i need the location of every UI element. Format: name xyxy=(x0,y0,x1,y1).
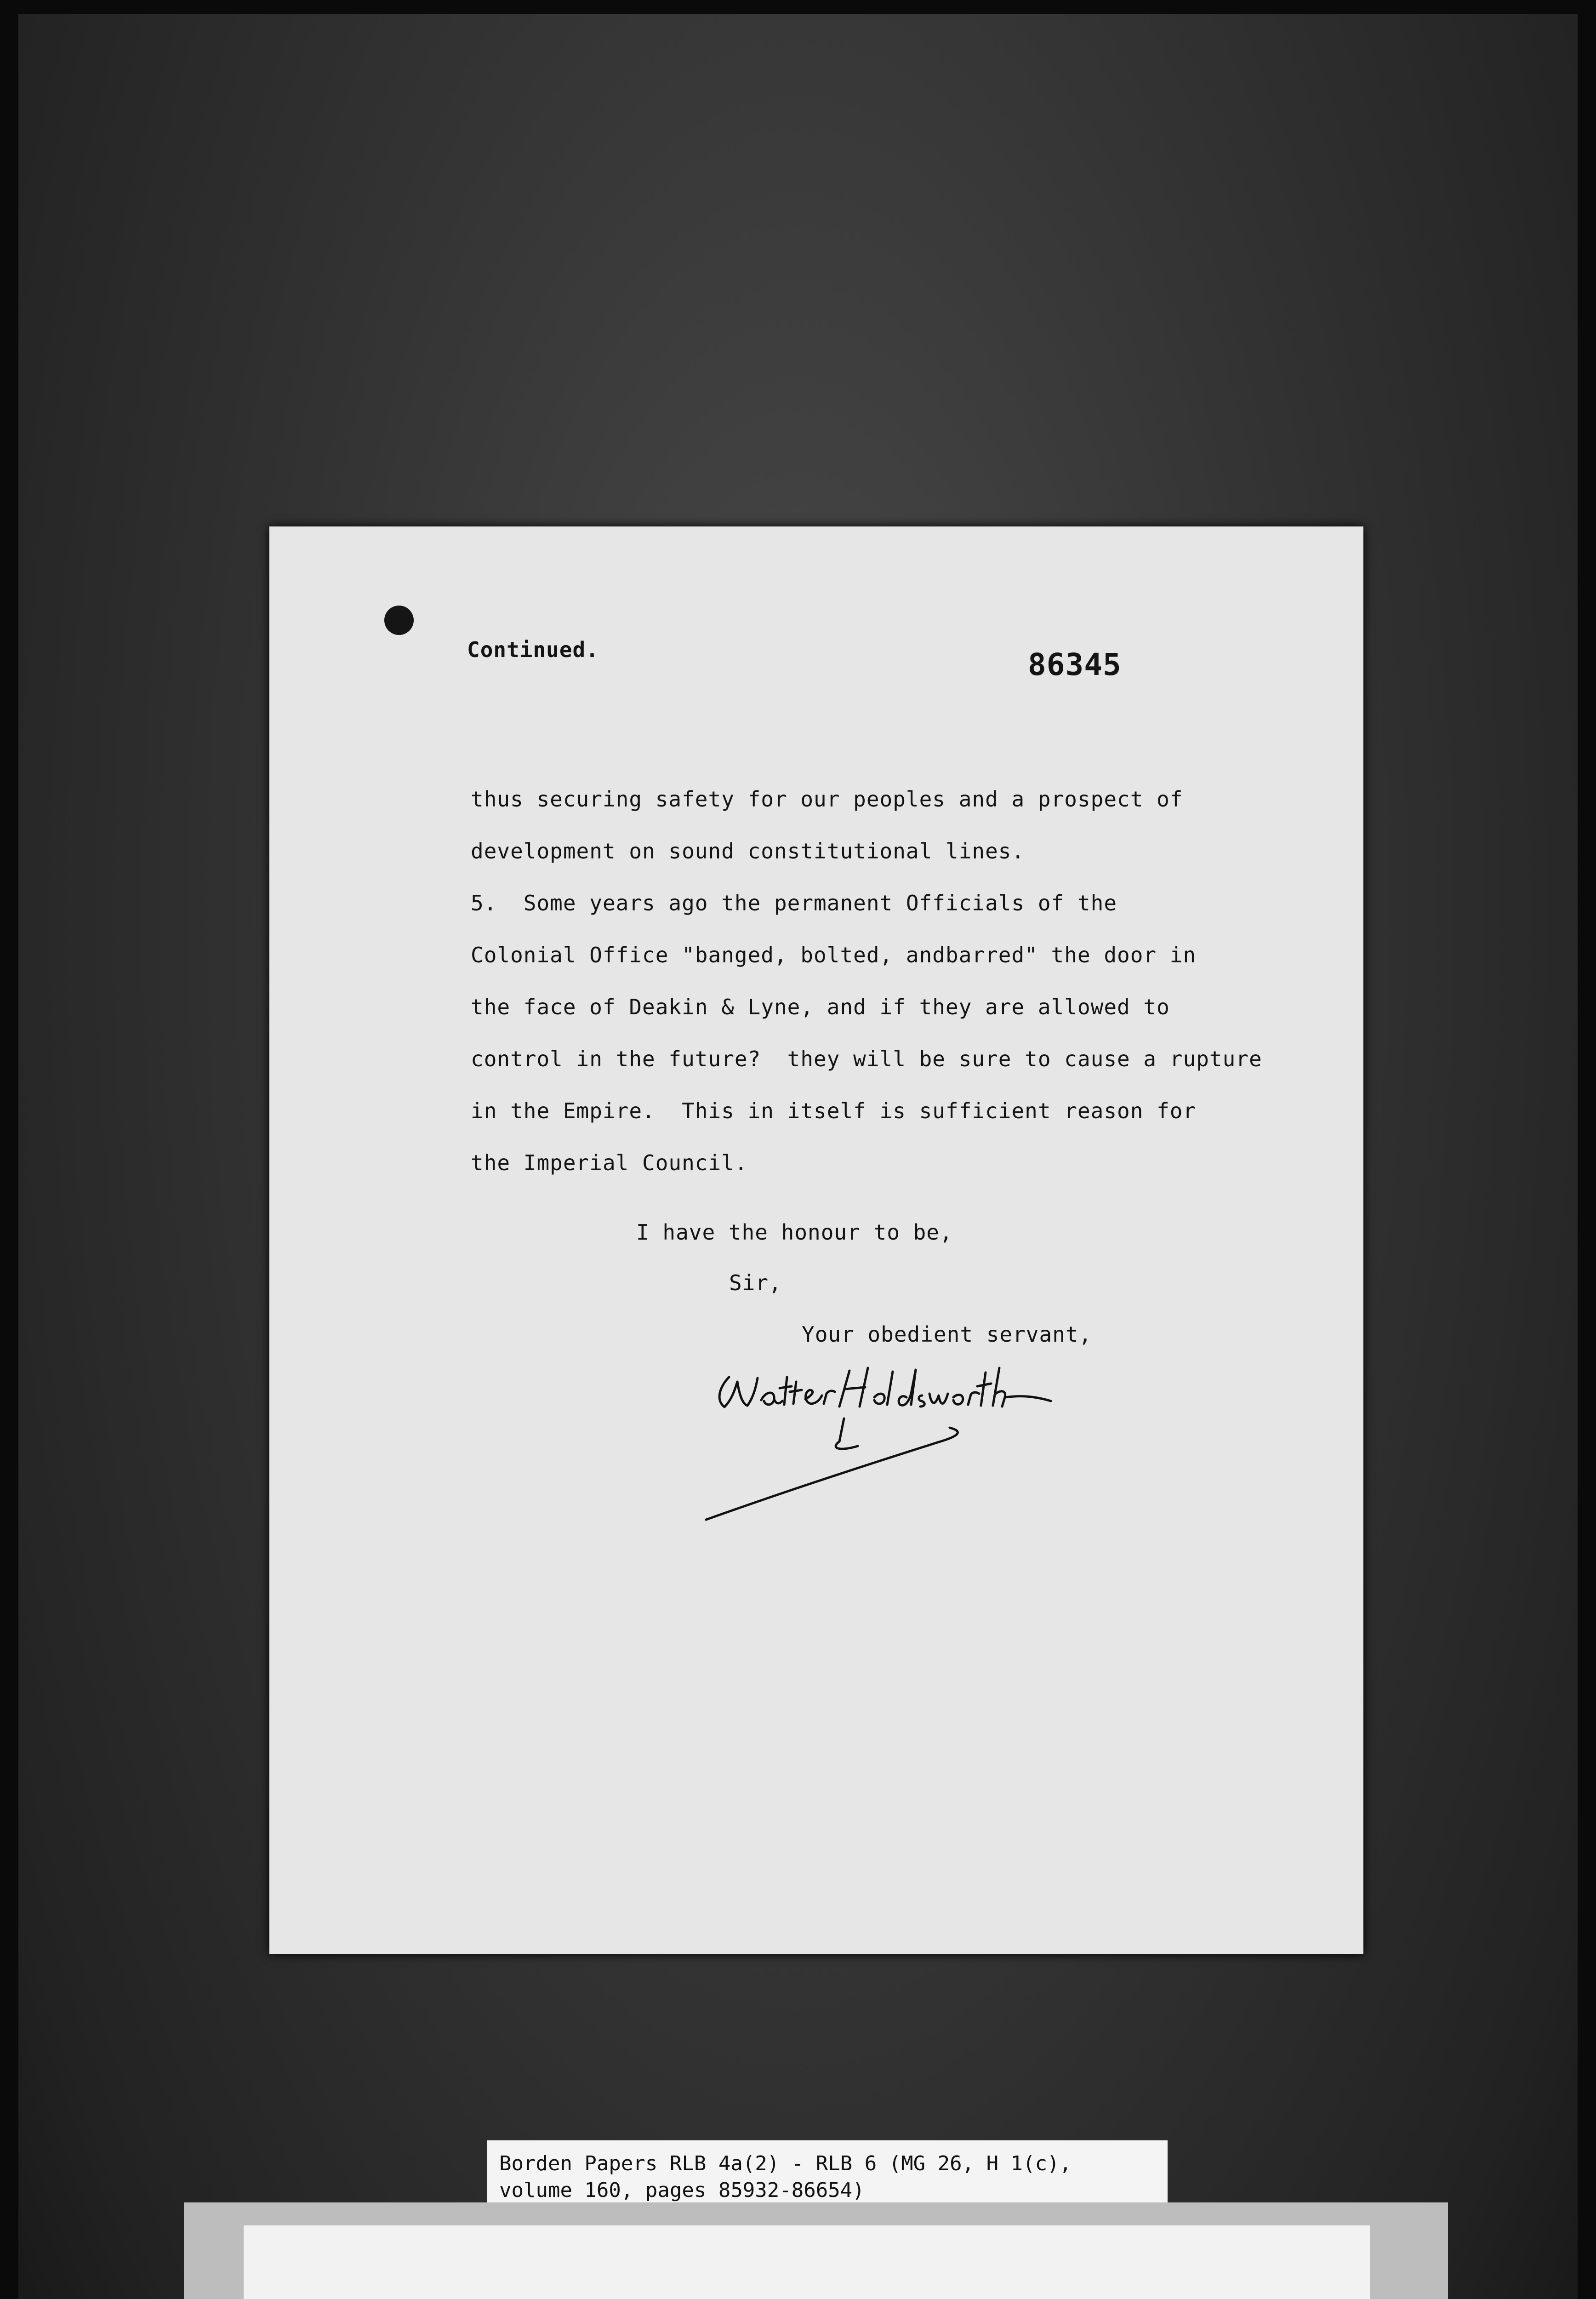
body-line: control in the future? they will be sure to cause a rupture xyxy=(471,1047,1262,1071)
body-line: in the Empire. This in itself is sufficient reason for xyxy=(471,1098,1197,1123)
closing-honour: I have the honour to be, xyxy=(636,1220,953,1245)
closing-salutation: Sir, xyxy=(729,1270,782,1295)
reference-line-1: Borden Papers RLB 4a(2) - RLB 6 (MG 26, H 1(c), xyxy=(499,2152,1072,2175)
body-line: thus securing safety for our peoples and a prospect of xyxy=(471,787,1183,812)
archive-stamp-card xyxy=(244,2225,1370,2299)
film-edge-top xyxy=(0,0,1596,14)
page-number: 86345 xyxy=(1028,647,1122,682)
film-edge-right xyxy=(1578,0,1596,2299)
continued-label: Continued. xyxy=(467,637,599,662)
body-line: 5. Some years ago the permanent Officials of the xyxy=(471,891,1117,915)
film-edge-left xyxy=(0,0,18,2299)
punch-hole xyxy=(384,606,414,635)
body-line: development on sound constitutional lines. xyxy=(471,839,1025,864)
handwritten-signature xyxy=(701,1350,1060,1561)
closing-valediction: Your obedient servant, xyxy=(802,1322,1092,1347)
reference-line-2: volume 160, pages 85932-86654) xyxy=(499,2179,865,2202)
body-line: the Imperial Council. xyxy=(471,1150,748,1175)
letter-page xyxy=(269,526,1363,1954)
body-line: the face of Deakin & Lyne, and if they are allowed to xyxy=(471,995,1170,1019)
body-line: Colonial Office "banged, bolted, andbarred" the door in xyxy=(471,943,1197,967)
